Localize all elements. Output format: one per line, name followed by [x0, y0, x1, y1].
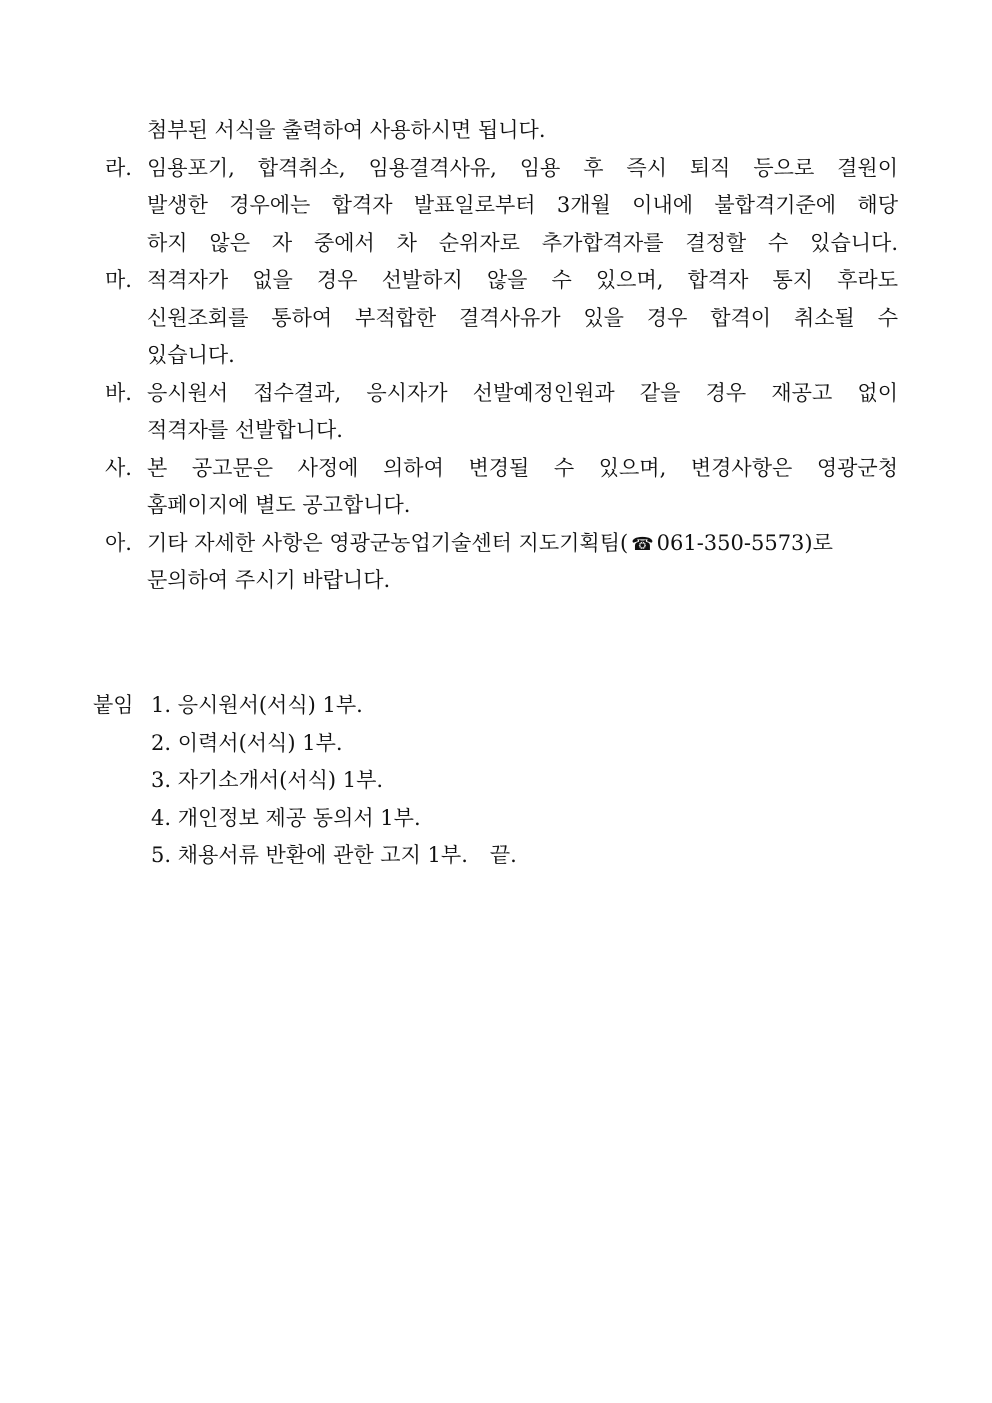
item-marker: 바. — [105, 380, 132, 405]
item-line: 있습니다. — [147, 343, 235, 367]
item-line: 본 공고문은 사정에 의하여 변경될 수 있으며, 변경사항은 영광군청 — [147, 455, 898, 480]
item-body — [147, 262, 898, 375]
notice-item-a — [105, 525, 898, 600]
attachment-entry: 1. 응시원서(서식) 1부. — [151, 693, 363, 717]
notice-item-ma — [105, 262, 898, 375]
attachment-row — [93, 725, 793, 763]
attachment-entry: 4. 개인정보 제공 동의서 1부. — [151, 805, 421, 830]
item-marker: 사. — [105, 455, 132, 480]
attachment-entry: 2. 이력서(서식) 1부. — [151, 730, 343, 755]
item-marker: 마. — [105, 268, 132, 292]
notice-item-sa — [105, 450, 898, 525]
item-marker: 라. — [105, 155, 132, 180]
contact-text: 기타 자세한 사항은 영광군농업기술센터 지도기획팀( — [147, 530, 629, 555]
telephone-icon: ☎ — [631, 533, 654, 555]
notice-item-ra — [105, 150, 898, 263]
attachments-section — [93, 687, 793, 875]
item-marker: 아. — [105, 530, 132, 555]
attachment-last-line — [151, 837, 793, 875]
item-line: 발생한 경우에는 합격자 발표일로부터 3개월 이내에 불합격기준에 해당 — [147, 193, 898, 217]
phone-number: 061-350-5573)로 — [656, 530, 833, 555]
intro-continuation-line: 첨부된 서식을 출력하여 사용하시면 됩니다. — [147, 118, 546, 142]
attachment-row — [93, 837, 793, 875]
attachment-entry: 3. 자기소개서(서식) 1부. — [151, 768, 384, 792]
item-line: 문의하여 주시기 바랍니다. — [147, 568, 391, 592]
item-line: 홈페이지에 별도 공고합니다. — [147, 493, 411, 517]
attachments-label: 붙임 — [93, 693, 134, 717]
item-line: 임용포기, 합격취소, 임용결격사유, 임용 후 즉시 퇴직 등으로 결원이 — [147, 155, 898, 180]
item-line: 하지 않은 자 중에서 차 순위자로 추가합격자를 결정할 수 있습니다. — [147, 230, 898, 255]
notice-list — [105, 112, 898, 600]
end-mark: 끝. — [489, 843, 517, 867]
item-line: 응시원서 접수결과, 응시자가 선발예정인원과 같을 경우 재공고 없이 — [147, 380, 898, 405]
item-line: 신원조회를 통하여 부적합한 결격사유가 있을 경우 합격이 취소될 수 — [147, 305, 898, 330]
attachment-entry: 5. 채용서류 반환에 관한 고지 1부. — [151, 843, 468, 867]
item-line: 적격자가 없을 경우 선발하지 않을 수 있으며, 합격자 통지 후라도 — [147, 268, 898, 292]
attachment-row — [93, 762, 793, 800]
item-body — [147, 150, 898, 263]
item-body — [147, 450, 898, 525]
item-body — [147, 375, 898, 450]
contact-line — [147, 525, 898, 563]
item-body — [147, 525, 898, 600]
notice-item-ba — [105, 375, 898, 450]
attachment-row — [93, 687, 793, 725]
attachment-row — [93, 800, 793, 838]
item-line: 적격자를 선발합니다. — [147, 418, 343, 442]
